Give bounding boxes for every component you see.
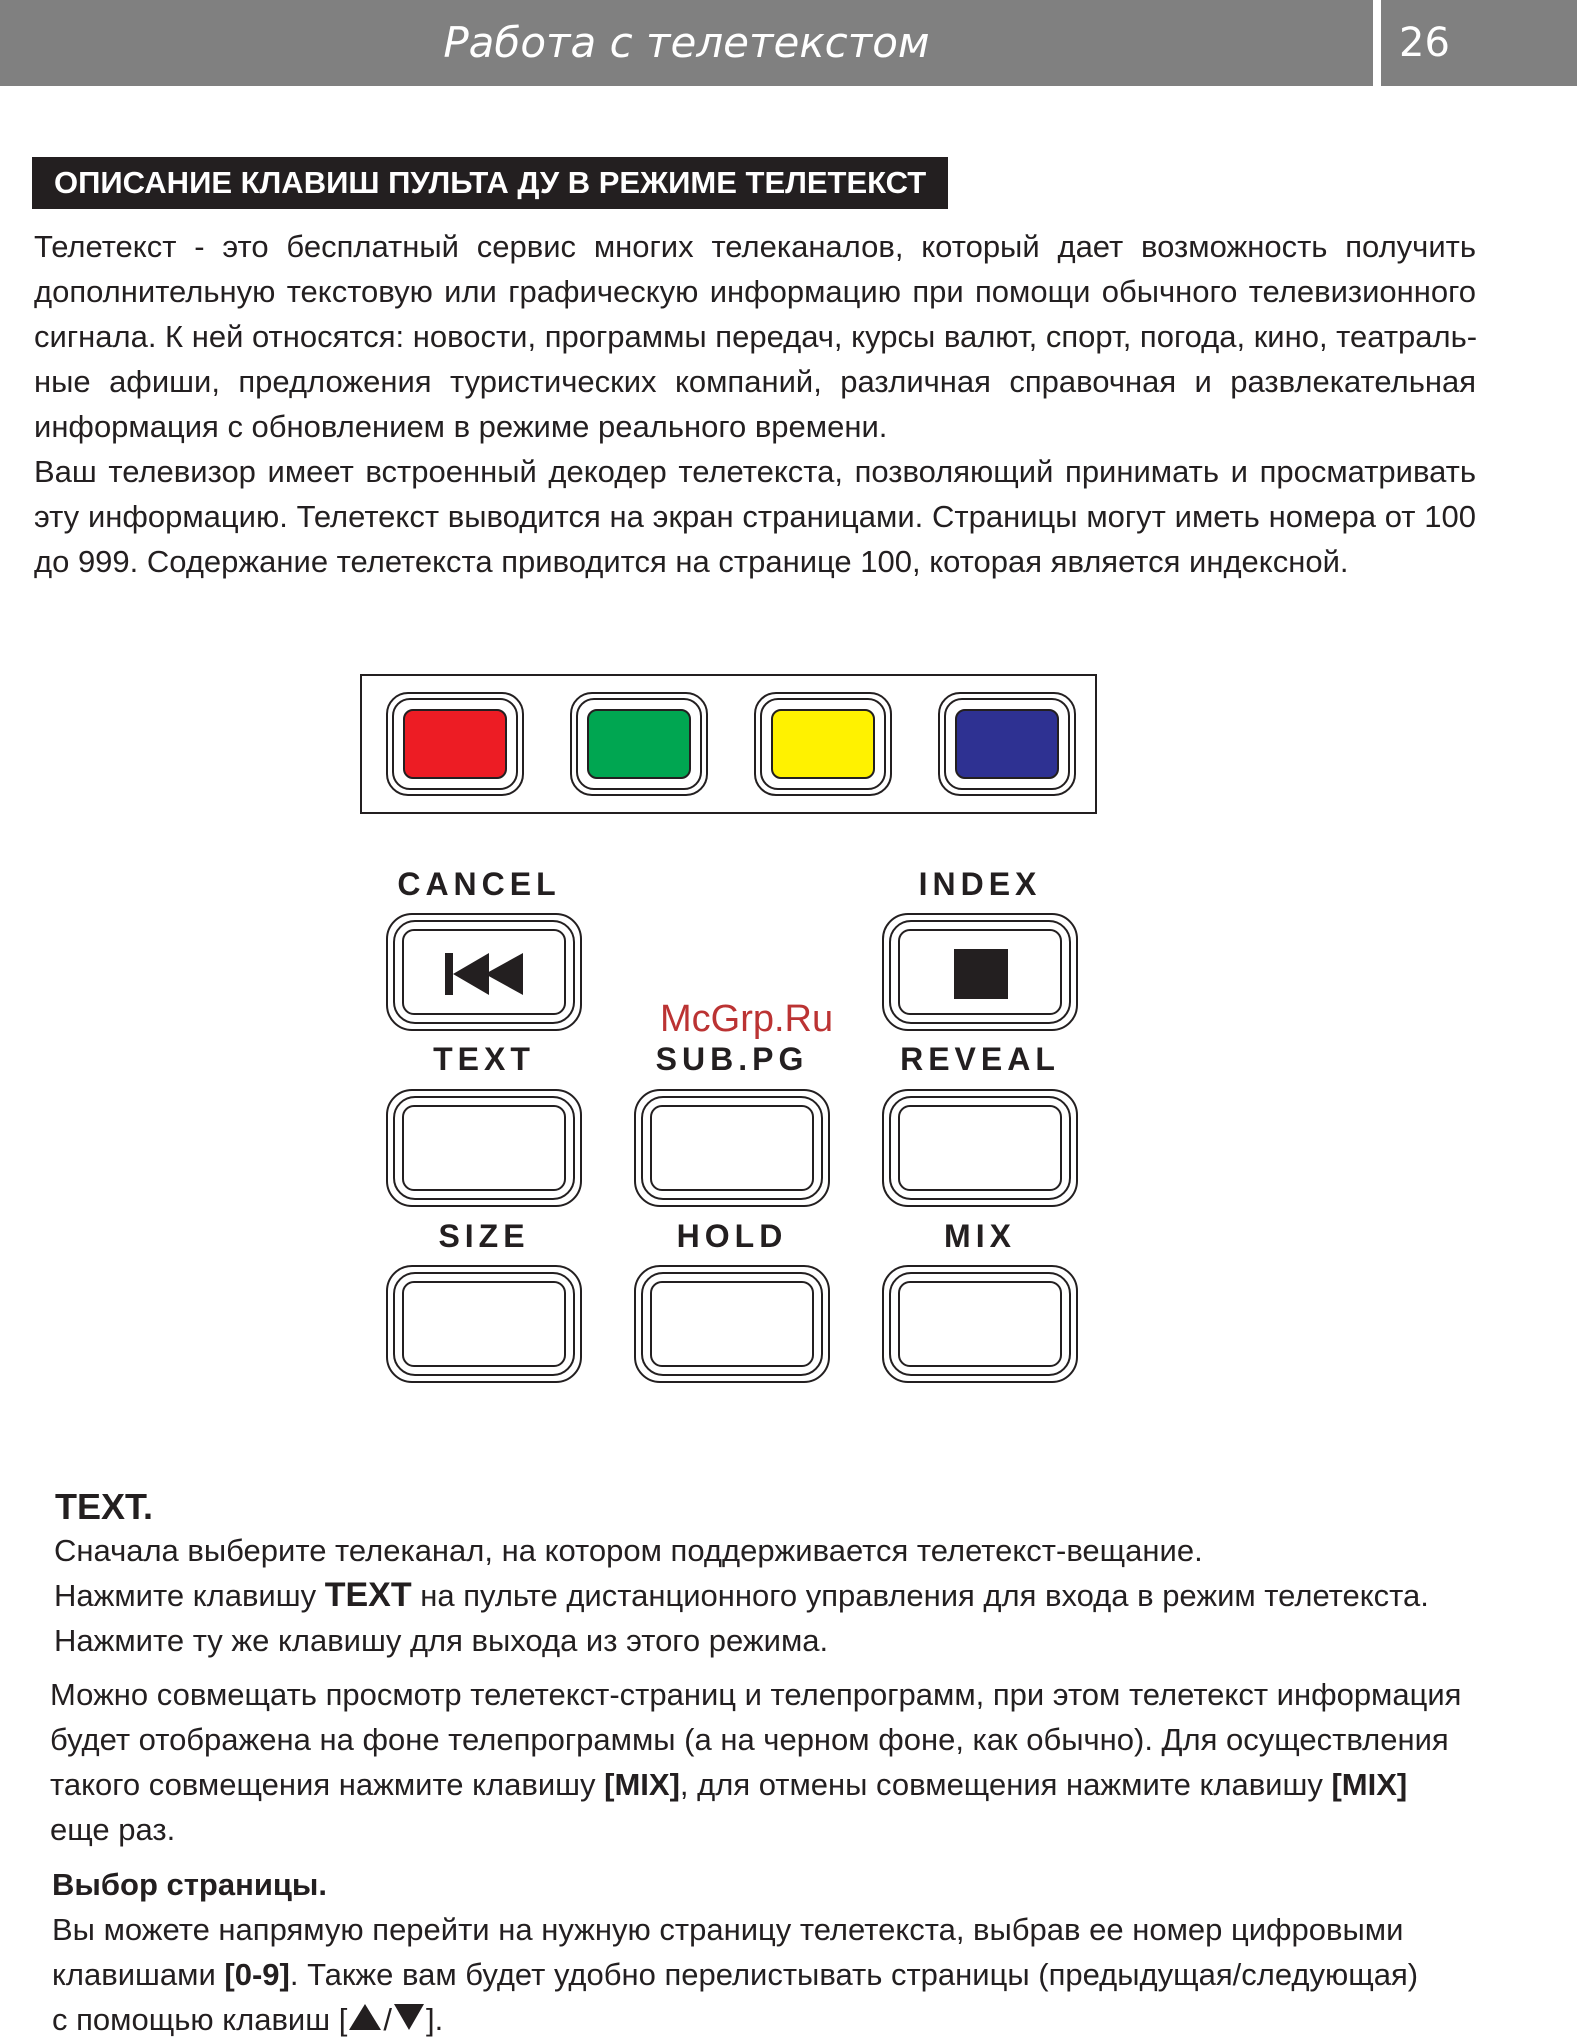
text-label: TEXT (433, 1041, 535, 1077)
page-select-section (52, 1862, 1418, 2042)
yellow-button (754, 692, 892, 796)
mix-line-3-b: , для отмены совмещения нажмите клавишу (679, 1767, 1332, 1802)
intro-p2-line: эту информацию. Телетекст выводится на экран страницами. Страницы могут иметь номера от 100 (34, 499, 1476, 534)
hold-label: HOLD (676, 1218, 788, 1254)
mix-key (882, 1265, 1078, 1383)
page-select-heading: Выбор страницы. (52, 1867, 328, 1902)
hold-key (634, 1265, 830, 1383)
arrow-down-icon (392, 2002, 426, 2032)
index-key (882, 913, 1078, 1031)
text-line-1: Сначала выберите телеканал, на котором поддерживается телетекст-вещание. (54, 1533, 1203, 1568)
intro-p1-line: Телетекст - это бесплатный сервис многих телеканалов, который дает возможность получить (34, 229, 1476, 264)
section-title: ОПИСАНИЕ КЛАВИШ ПУЛЬТА ДУ В РЕЖИМЕ ТЕЛЕТЕКСТ (32, 157, 948, 209)
text-key (386, 1089, 582, 1207)
size-label: SIZE (438, 1218, 530, 1254)
mix-line-4: еще раз. (50, 1812, 176, 1847)
reveal-key (882, 1089, 1078, 1207)
mix-line-3-a: такого совмещения нажмите клавишу (50, 1767, 605, 1802)
green-button (570, 692, 708, 796)
text-line-3: Нажмите ту же клавишу для выхода из этого режима. (54, 1623, 829, 1658)
intro-p1-line: информация с обновлением в режиме реального времени. (34, 409, 888, 444)
intro-paragraph-2 (34, 449, 1476, 584)
mix-section-body (50, 1672, 1461, 1852)
subpg-key (634, 1089, 830, 1207)
intro-p2-line: до 999. Содержание телетекста приводится на странице 100, которая является индексной. (34, 544, 1349, 579)
intro-p1-line: сигнала. К ней относятся: новости, программы передач, курсы валют, спорт, погода, кино, театраль- (34, 319, 1478, 354)
size-key (386, 1265, 582, 1383)
red-button-fill (403, 709, 507, 779)
intro-p1-line: ные афиши, предложения туристических компаний, различная справочная и развлекательная (34, 364, 1476, 399)
text-line-2-b: на пульте дистанционного управления для входа в режим телетекста. (411, 1578, 1429, 1613)
stop-icon (954, 949, 1008, 999)
red-button (386, 692, 524, 796)
rewind-icon (443, 951, 527, 997)
page-select-line-3-b: ]. (425, 2002, 444, 2037)
page-select-sep: / (383, 2002, 392, 2037)
subpg-label: SUB.PG (655, 1041, 809, 1077)
watermark: McGrp.Ru (660, 998, 834, 1040)
intro-p2-line: Ваш телевизор имеет встроенный декодер телетекста, позволяющий принимать и просматривать (34, 454, 1476, 489)
cancel-key (386, 913, 582, 1031)
text-line-2 (54, 1573, 1429, 1618)
page-select-line-3-a: с помощью клавиш [ (52, 2002, 348, 2037)
text-key-name: TEXT (324, 1576, 412, 1614)
page-select-line-1: Вы можете напрямую перейти на нужную страницу телетекста, выбрав ее номер цифровыми (52, 1912, 1404, 1947)
mix-key-2: [MIX] (1331, 1767, 1408, 1802)
mix-line-3 (50, 1762, 1461, 1807)
digit-keys: [0-9] (224, 1957, 290, 1992)
intro-p1-line: дополнительную текстовую или графическую информацию при помощи обычного телевизионного (34, 274, 1476, 309)
mix-label: MIX (944, 1218, 1016, 1254)
mix-line-1: Можно совмещать просмотр телетекст-страниц и телепрограмм, при этом телетекст информация (50, 1677, 1462, 1712)
text-section-body (54, 1528, 1429, 1663)
page-number: 26 (1381, 0, 1577, 86)
arrow-up-icon (347, 2002, 383, 2032)
color-button-panel (360, 674, 1097, 814)
reveal-label: REVEAL (900, 1041, 1060, 1077)
text-line-2-a: Нажмите клавишу (54, 1578, 325, 1613)
mix-line-2: будет отображена на фоне телепрограммы (а на черном фоне, как обычно). Для осуществления (50, 1722, 1449, 1757)
index-label: INDEX (918, 866, 1042, 902)
page-select-line-2-a: клавишами (52, 1957, 225, 1992)
header-title: Работа с телетекстом (0, 0, 1373, 86)
mix-key-1: [MIX] (604, 1767, 680, 1802)
page-select-line-3 (52, 1997, 1418, 2042)
cancel-label: CANCEL (397, 866, 561, 902)
intro-paragraph-1 (34, 224, 1476, 449)
yellow-button-fill (771, 709, 875, 779)
text-heading: TEXT. (55, 1486, 154, 1527)
green-button-fill (587, 709, 691, 779)
blue-button-fill (955, 709, 1059, 779)
page-select-line-2 (52, 1952, 1418, 1997)
page-select-line-2-b: . Также вам будет удобно перелистывать страницы (предыдущая/следующая) (289, 1957, 1419, 1992)
blue-button (938, 692, 1076, 796)
